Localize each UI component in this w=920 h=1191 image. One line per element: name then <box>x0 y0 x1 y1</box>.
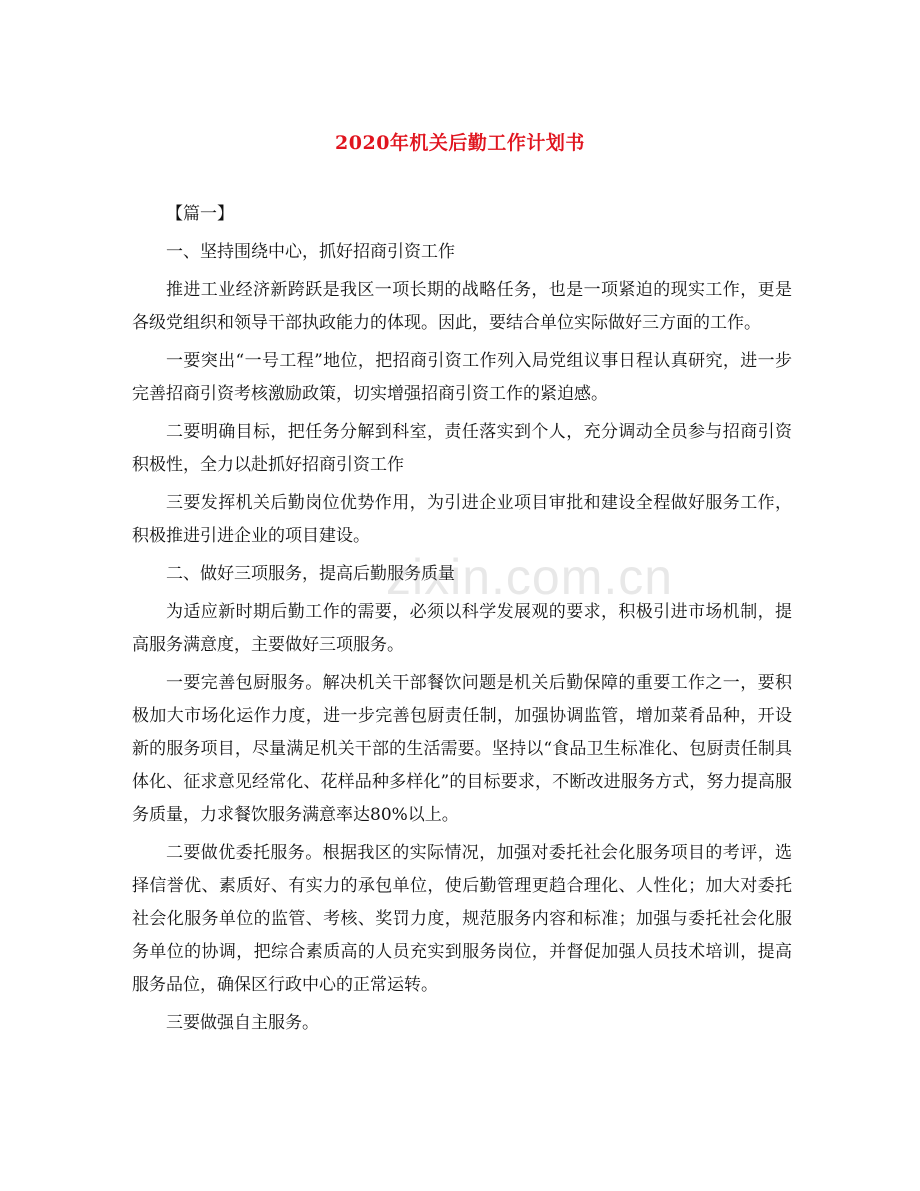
paragraph: 推进工业经济新跨跃是我区一项长期的战略任务，也是一项紧迫的现实工作，更是各级党组织和领导干部执政能力的体现。因此，要结合单位实际做好三方面的工作。 <box>132 280 792 333</box>
paragraph: 一要完善包厨服务。解决机关干部餐饮问题是机关后勤保障的重要工作之一，要积极加大市场化运作力度，进一步完善包厨责任制，加强协调监管，增加菜肴品种，开设新的服务项目，尽量满足机关干部的生活需要。坚持以“食品卫生标准化、包厨责任制具体化、征求意见经常化、花样品种多样化”的目标要求，不断改进服务方式，努力提高服务质量，力求餐饮服务满意率达80%以上。 <box>132 673 792 825</box>
paragraph: 二要明确目标，把任务分解到科室，责任落实到个人，充分调动全员参与招商引资积极性，全力以赴抓好招商引资工作 <box>132 422 792 475</box>
document-body <box>132 198 792 1040</box>
paragraph: 三要做强自主服务。 <box>166 1013 319 1033</box>
paragraph: 三要发挥机关后勤岗位优势作用，为引进企业项目审批和建设全程做好服务工作，积极推进引进企业的项目建设。 <box>132 493 792 546</box>
paragraph: 一要突出“一号工程”地位，把招商引资工作列入局党组议事日程认真研究，进一步完善招商引资考核激励政策，切实增强招商引资工作的紧迫感。 <box>132 351 792 404</box>
paragraph: 为适应新时期后勤工作的需要，必须以科学发展观的要求，积极引进市场机制，提高服务满意度，主要做好三项服务。 <box>132 602 792 655</box>
document-title: 2020年机关后勤工作计划书 <box>335 132 585 154</box>
heading-1: 一、坚持围绕中心，抓好招商引资工作 <box>166 242 455 262</box>
section-label: 【篇一】 <box>166 204 234 224</box>
heading-2: 二、做好三项服务，提高后勤服务质量 <box>166 564 455 584</box>
paragraph: 二要做优委托服务。根据我区的实际情况，加强对委托社会化服务项目的考评，选择信誉优、素质好、有实力的承包单位，使后勤管理更趋合理化、人性化；加大对委托社会化服务单位的监管、考核、奖罚力度，规范服务内容和标准；加强与委托社会化服务单位的协调，把综合素质高的人员充实到服务岗位，并督促加强人员技术培训，提高服务品位，确保区行政中心的正常运转。 <box>132 843 792 995</box>
watermark: zixin.com.cn <box>386 549 674 605</box>
